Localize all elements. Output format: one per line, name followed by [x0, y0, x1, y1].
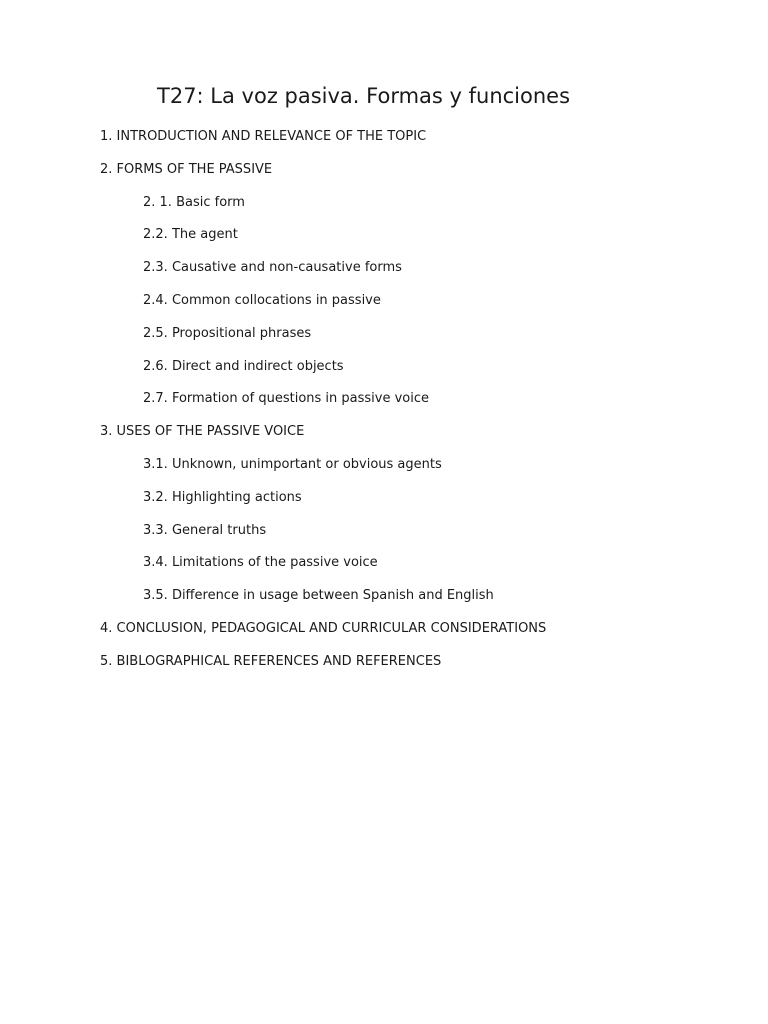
toc-subsection-item: 3.5. Difference in usage between Spanish and English [143, 588, 494, 604]
toc-subsection-item: 2.4. Common collocations in passive [143, 292, 381, 308]
toc-subsection-item: 3.2. Highlighting actions [143, 489, 302, 505]
toc-section-heading: 2. FORMS OF THE PASSIVE [100, 161, 273, 177]
toc-subsection-item: 2.5. Propositional phrases [143, 325, 312, 341]
toc-section-heading: 4. CONCLUSION, PEDAGOGICAL AND CURRICULAR CONSIDERATIONS [100, 620, 547, 636]
toc-subsection-item: 3.3. General truths [143, 522, 267, 538]
toc-section-heading: 1. INTRODUCTION AND RELEVANCE OF THE TOPIC [100, 129, 427, 144]
toc-subsection-item: 2.3. Causative and non-causative forms [143, 260, 402, 276]
toc-section-heading: 5. BIBLOGRAPHICAL REFERENCES AND REFERENCES [100, 653, 442, 669]
toc-subsection-item: 3.1. Unknown, unimportant or obvious agents [143, 456, 442, 472]
toc-subsection-item: 2.6. Direct and indirect objects [143, 358, 344, 374]
table-of-contents [0, 125, 768, 683]
toc-subsection-item: 2.2. The agent [143, 227, 238, 243]
toc-subsection-item: 2.7. Formation of questions in passive voice [143, 391, 430, 407]
document-title: T27: La voz pasiva. Formas y funciones [157, 84, 571, 108]
toc-subsection-item: 3.4. Limitations of the passive voice [143, 555, 378, 571]
toc-section-heading: 3. USES OF THE PASSIVE VOICE [100, 424, 305, 440]
toc-subsection-item: 2. 1. Basic form [143, 194, 245, 210]
